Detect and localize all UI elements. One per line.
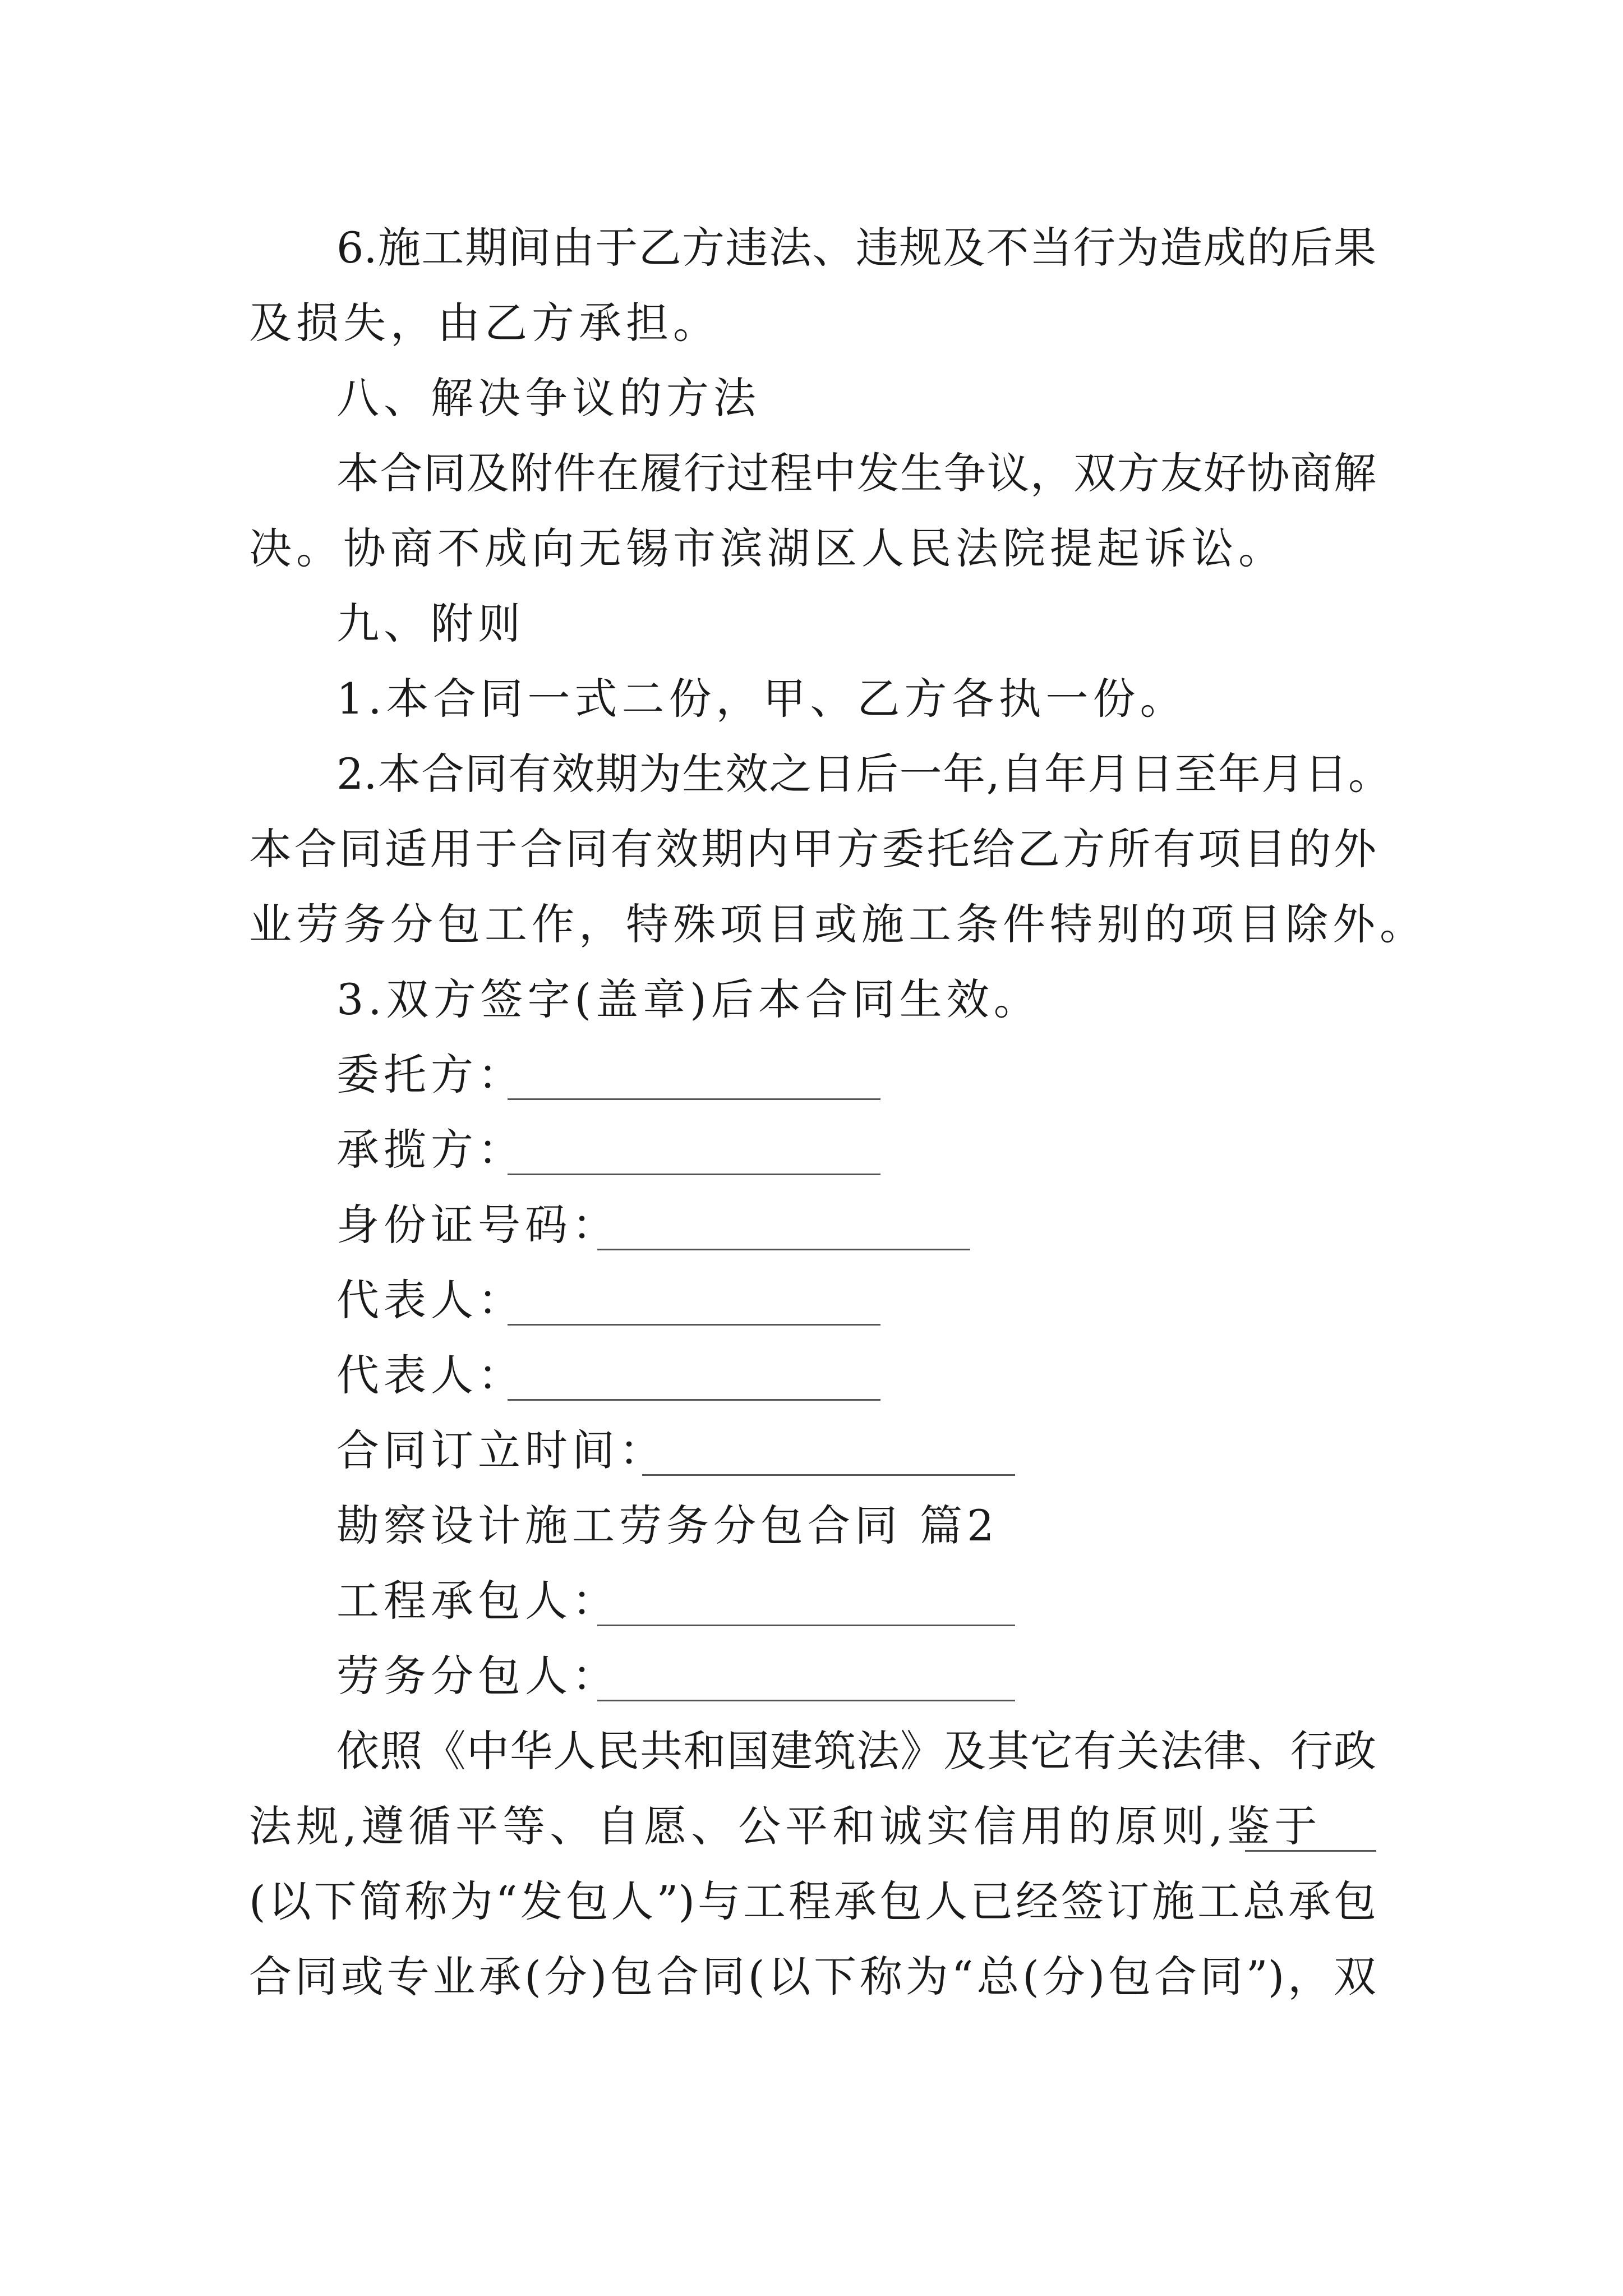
field-label: 身份证号码： xyxy=(336,1200,619,1250)
signature-blank xyxy=(508,1324,880,1326)
text-line: 3.双方签字(盖章)后本合同生效。 xyxy=(336,974,1041,1024)
text-line: 本合同适用于合同有效期内甲方委托给乙方所有项目的外 xyxy=(249,824,1376,874)
section-heading: 八、解决争议的方法 xyxy=(336,373,760,423)
text-line: (以下简称为“发包人”)与工程承包人已经签订施工总承包 xyxy=(249,1876,1376,1926)
field-label: 工程承包人： xyxy=(336,1576,619,1626)
field-project-contractor xyxy=(336,1573,619,1629)
signature-field-contractor xyxy=(336,1122,525,1178)
field-label: 代表人： xyxy=(336,1275,525,1325)
section-title: 勘察设计施工劳务分包合同 篇2 xyxy=(336,1501,999,1550)
field-labor-subcontractor xyxy=(336,1648,619,1704)
text-line: 1.本合同一式二份，甲、乙方各执一份。 xyxy=(336,674,1187,724)
signature-blank xyxy=(597,1700,1015,1701)
field-label: 委托方： xyxy=(336,1050,525,1099)
text-line: 决。协商不成向无锡市滨湖区人民法院提起诉讼。 xyxy=(249,523,1285,573)
field-label: 劳务分包人： xyxy=(336,1651,619,1701)
signature-field-representative xyxy=(336,1272,525,1328)
text-line: 6.施工期间由于乙方违法、违规及不当行为造成的后果 xyxy=(336,223,1376,273)
signature-blank xyxy=(508,1399,880,1401)
text-line: 本合同及附件在履行过程中发生争议，双方友好协商解 xyxy=(336,448,1376,498)
signature-field-date xyxy=(336,1423,666,1479)
signature-blank xyxy=(597,1625,1015,1626)
signature-blank xyxy=(508,1098,880,1100)
field-label: 合同订立时间： xyxy=(336,1425,666,1475)
signature-field-id-number xyxy=(336,1197,619,1253)
blank-line xyxy=(1245,1850,1376,1852)
text-line: 法规,遵循平等、自愿、公平和诚实信用的原则,鉴于 xyxy=(249,1801,1322,1851)
section-heading: 九、附则 xyxy=(336,599,525,648)
text-line: 2.本合同有效期为生效之日后一年,自年月日至年月日。 xyxy=(336,749,1391,799)
text-line: 及损失，由乙方承担。 xyxy=(249,298,720,348)
signature-blank xyxy=(508,1174,880,1175)
text-line: 合同或专业承(分)包合同(以下称为“总(分)包合同”)，双 xyxy=(249,1952,1376,2001)
text-line: 业劳务分包工作，特殊项目或施工条件特别的项目除外。 xyxy=(249,899,1427,949)
field-label: 代表人： xyxy=(336,1350,525,1400)
field-label: 承揽方： xyxy=(336,1125,525,1175)
signature-blank xyxy=(597,1249,970,1250)
signature-field-client xyxy=(336,1047,525,1103)
text-line: 依照《中华人民共和国建筑法》及其它有关法律、行政 xyxy=(336,1726,1376,1776)
signature-blank xyxy=(642,1474,1015,1476)
signature-field-representative xyxy=(336,1347,525,1404)
